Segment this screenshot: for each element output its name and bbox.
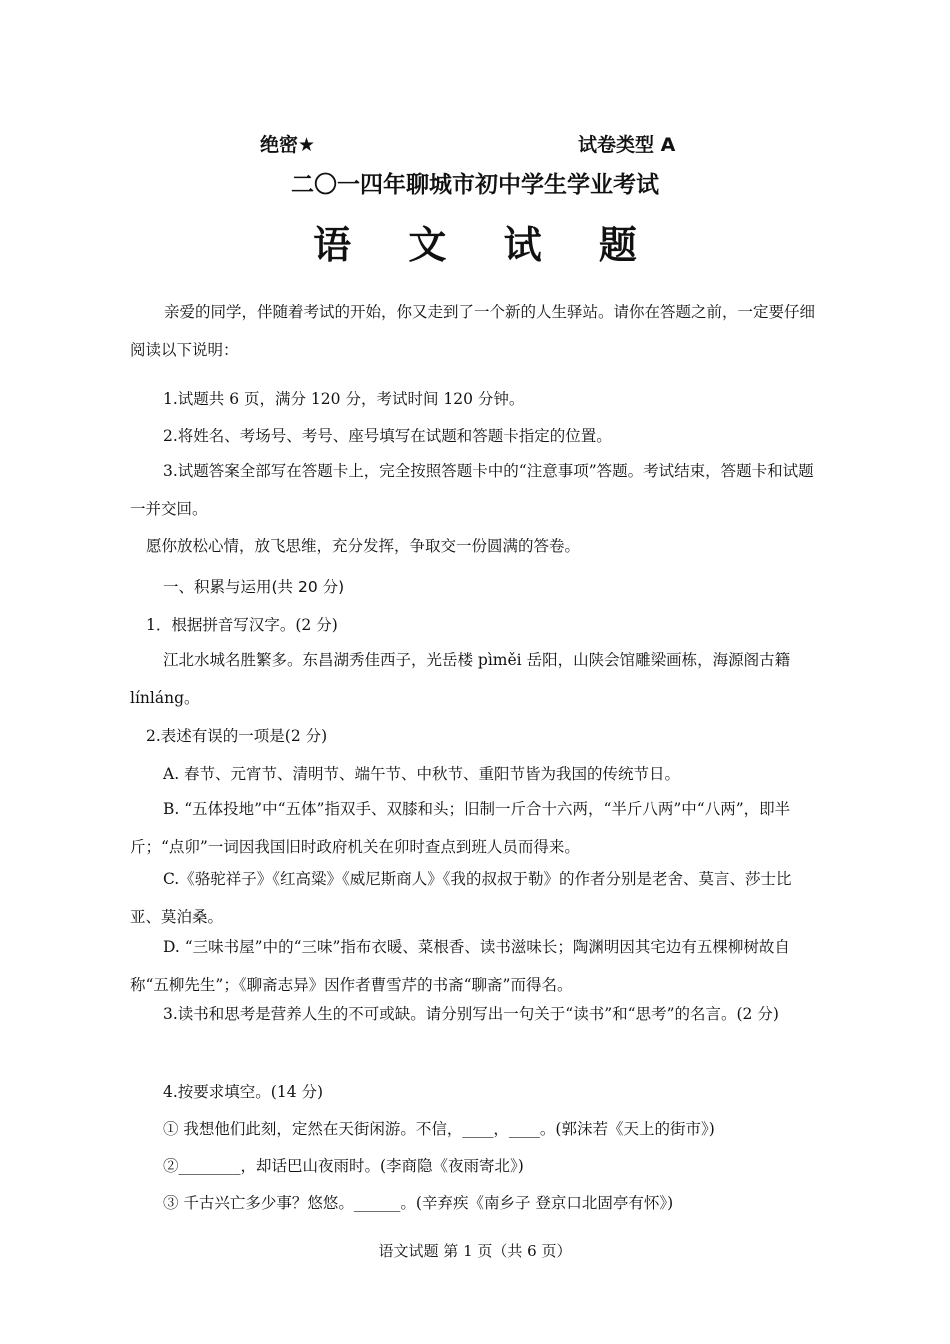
section-heading: 一、积累与运用(共 20 分) — [163, 578, 345, 596]
wish-text: 愿你放松心情，放飞思维，充分发挥，争取交一份圆满的答卷。 — [146, 537, 581, 555]
rule-3: 3.试题答案全部写在答题卡上，完全按照答题卡中的“注意事项”答题。考试结束，答题卡和试题一并交回。 — [130, 462, 814, 518]
q2-option-c: C.《骆驼祥子》《红高粱》《威尼斯商人》《我的叔叔于勒》的作者分别是老舍、莫言、莎士比亚、莫泊桑。 — [130, 870, 792, 926]
paper-type-label: 试卷类型 A — [578, 134, 676, 156]
q3-text: 3.读书和思考是营养人生的不可或缺。请分别写出一句关于“读书”和“思考”的名言。(2 分) — [163, 1005, 779, 1023]
q4-item-2: ②________，却话巴山夜雨时。(李商隐《夜雨寄北》) — [163, 1157, 524, 1175]
exam-title: 二〇一四年聊城市初中学生学业考试 — [291, 172, 659, 198]
intro-greeting: 亲爱的同学，伴随着考试的开始，你又走到了一个新的人生驿站。请你在答题之前，一定要仔细阅读以下说明： — [130, 303, 816, 359]
q2-title: 2.表述有误的一项是(2 分) — [146, 727, 328, 745]
q4-item-1: ① 我想他们此刻，定然在天街闲游。不信，____，____。(郭沫若《天上的街市》) — [163, 1120, 715, 1138]
q2-option-a: A. 春节、元宵节、清明节、端午节、中秋节、重阳节皆为我国的传统节日。 — [163, 765, 681, 783]
q1-text: 江北水城名胜繁多。东昌湖秀佳西子，光岳楼 pìměi 岳阳，山陕会馆雕梁画栋，海源阁古籍 línláng。 — [130, 651, 806, 707]
q2-option-b: B. “五体投地”中“五体”指双手、双膝和头；旧制一斤合十六两，“半斤八两”中“八两”，即半斤；“点卯”一词因我国旧时政府机关在卯时查点到班人员而得来。 — [130, 800, 791, 856]
rule-1: 1.试题共 6 页，满分 120 分，考试时间 120 分钟。 — [163, 390, 525, 408]
subject-title: 语 文 试 题 — [313, 223, 659, 267]
page-footer: 语文试题 第 1 页（共 6 页） — [378, 1242, 572, 1260]
q4-item-3: ③ 千古兴亡多少事？悠悠。______。(辛弃疾《南乡子 登京口北固亭有怀》) — [163, 1194, 674, 1212]
q1-title: 1．根据拼音写汉字。(2 分) — [146, 616, 338, 634]
rule-2: 2.将姓名、考场号、考号、座号填写在试题和答题卡指定的位置。 — [163, 427, 612, 445]
q2-option-d: D. “三味书屋”中的“三味”指布衣暖、菜根香、读书滋味长；陶渊明因其宅边有五棵柳树故自称“五柳先生”；《聊斋志异》因作者曹雪芹的书斋“聊斋”而得名。 — [130, 938, 790, 994]
q4-title: 4.按要求填空。(14 分) — [163, 1083, 324, 1101]
secret-label: 绝密★ — [260, 134, 316, 156]
